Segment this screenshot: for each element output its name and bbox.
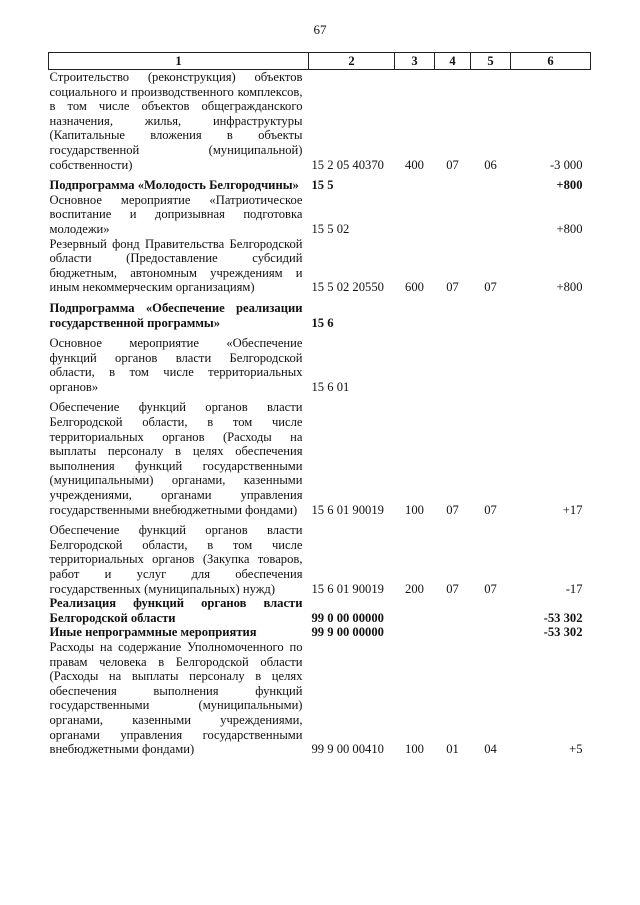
row-col5-cell: 07: [484, 581, 497, 596]
row-col5-cell: 06: [484, 157, 497, 172]
row-amount-cell: -3 000: [549, 157, 583, 172]
row-code-cell: 15 5 02 20550: [311, 280, 384, 295]
row-col5-cell: 07: [484, 280, 497, 295]
table-header: [49, 53, 591, 70]
row-col3-cell: 100: [405, 742, 424, 757]
row-col4-cell: [435, 193, 471, 237]
row-col4-cell: 01: [446, 742, 459, 757]
column-header: 5: [471, 53, 511, 70]
row-name-cell: Расходы на содержание Уполномоченного по правам человека в Белгородской области (Расходы на выплаты персоналу в целях обеспечения выполнения функций государственными (муниципальными) органами, казенными учреждениями, органами управления государственными внебюджетными фондами): [49, 639, 303, 757]
row-name-cell: Резервный фонд Правительства Белгородской области (Предоставление субсидий бюджетным, автономным учреждениям и иным некоммерческим организациям): [49, 236, 303, 295]
page-number: 67: [313, 22, 327, 37]
row-name-cell: Строительство (реконструкция) объектов социального и производственного комплексов, в том числе объектов общегражданского назначения, жилья, инфраструктуры (Капитальные вложения в объекты государственной (муниципальной) собственности): [49, 70, 303, 172]
row-col3-cell: 400: [405, 157, 424, 172]
table-row: [49, 193, 591, 237]
row-amount-cell: +17: [562, 502, 583, 517]
table-row: [49, 400, 591, 523]
row-name-cell: Обеспечение функций органов власти Белгородской области, в том числе территориальных органов (Закупка товаров, работ и услуг для обеспечения государственных (муниципальных) нужд): [49, 523, 303, 596]
row-col5-cell: [471, 336, 511, 400]
row-code-cell: 15 2 05 40370: [311, 157, 384, 172]
row-code-cell: 15 6 01 90019: [311, 502, 384, 517]
column-header: 6: [511, 53, 591, 70]
row-col3-cell: 200: [405, 581, 424, 596]
column-header: 4: [435, 53, 471, 70]
row-col3-cell: 100: [405, 502, 424, 517]
row-amount-cell: -17: [565, 581, 583, 596]
row-col3-cell: [395, 625, 435, 640]
row-col3-cell: [395, 336, 435, 400]
row-amount-cell: +800: [556, 178, 583, 193]
table-row: [49, 640, 591, 757]
row-col4-cell: 07: [446, 581, 459, 596]
row-amount-cell: [511, 301, 591, 336]
row-col4-cell: [435, 596, 471, 625]
row-code-cell: 15 6: [311, 315, 334, 330]
row-col5-cell: [471, 178, 511, 193]
row-name-cell: Подпрограмма «Обеспечение реализации государственной программы»: [49, 300, 303, 330]
row-amount-cell: +800: [556, 221, 583, 236]
row-code-cell: 15 5: [311, 178, 334, 193]
row-col3-cell: 600: [405, 280, 424, 295]
row-code-cell: 15 6 01: [311, 379, 350, 394]
budget-table: [48, 52, 591, 757]
row-col5-cell: [471, 301, 511, 336]
row-col5-cell: [471, 625, 511, 640]
row-name-cell: Иные непрограммные мероприятия: [49, 625, 257, 640]
row-code-cell: 99 9 00 00000: [311, 625, 384, 640]
row-amount-cell: -53 302: [543, 625, 583, 640]
column-header: 3: [395, 53, 435, 70]
row-name-cell: Обеспечение функций органов власти Белгородской области, в том числе территориальных органов (Расходы на выплаты персоналу в целях обеспечения выполнения функций государственными (муниципальными) органами, казенными учреждениями, органами управления государственными внебюджетными фондами): [49, 400, 303, 517]
column-header: 1: [49, 53, 309, 70]
row-name-cell: Основное мероприятие «Обеспечение функций органов власти Белгородской области, в том числе территориальных органов»: [49, 336, 303, 394]
row-col4-cell: [435, 178, 471, 193]
row-col3-cell: [395, 178, 435, 193]
table-row: [49, 237, 591, 301]
row-code-cell: 15 6 01 90019: [311, 581, 384, 596]
row-col5-cell: [471, 193, 511, 237]
row-col4-cell: [435, 336, 471, 400]
row-col5-cell: 04: [484, 742, 497, 757]
row-col3-cell: [395, 596, 435, 625]
row-col4-cell: [435, 625, 471, 640]
row-col3-cell: [395, 193, 435, 237]
row-col4-cell: [435, 301, 471, 336]
row-code-cell: 99 0 00 00000: [311, 610, 384, 625]
row-amount-cell: -53 302: [543, 610, 583, 625]
table-row: [49, 70, 591, 179]
table-row: [49, 301, 591, 336]
row-code-cell: 99 9 00 00410: [311, 742, 384, 757]
row-name-cell: Реализация функций органов власти Белгородской области: [49, 596, 303, 625]
column-header: 2: [309, 53, 395, 70]
row-code-cell: 15 5 02: [311, 221, 350, 236]
row-col5-cell: 07: [484, 502, 497, 517]
row-col4-cell: 07: [446, 502, 459, 517]
row-col4-cell: 07: [446, 157, 459, 172]
table-row: [49, 625, 591, 640]
row-col5-cell: [471, 596, 511, 625]
table-body: [49, 70, 591, 757]
table-row: [49, 523, 591, 596]
row-amount-cell: +5: [569, 742, 583, 757]
table-row: [49, 178, 591, 193]
table-row: [49, 336, 591, 400]
table-row: [49, 596, 591, 625]
row-col4-cell: 07: [446, 280, 459, 295]
row-name-cell: Подпрограмма «Молодость Белгородчины»: [49, 178, 299, 193]
row-amount-cell: [511, 336, 591, 400]
row-name-cell: Основное мероприятие «Патриотическое воспитание и допризывная подготовка молодежи»: [49, 192, 303, 236]
row-amount-cell: +800: [556, 280, 583, 295]
row-col3-cell: [395, 301, 435, 336]
